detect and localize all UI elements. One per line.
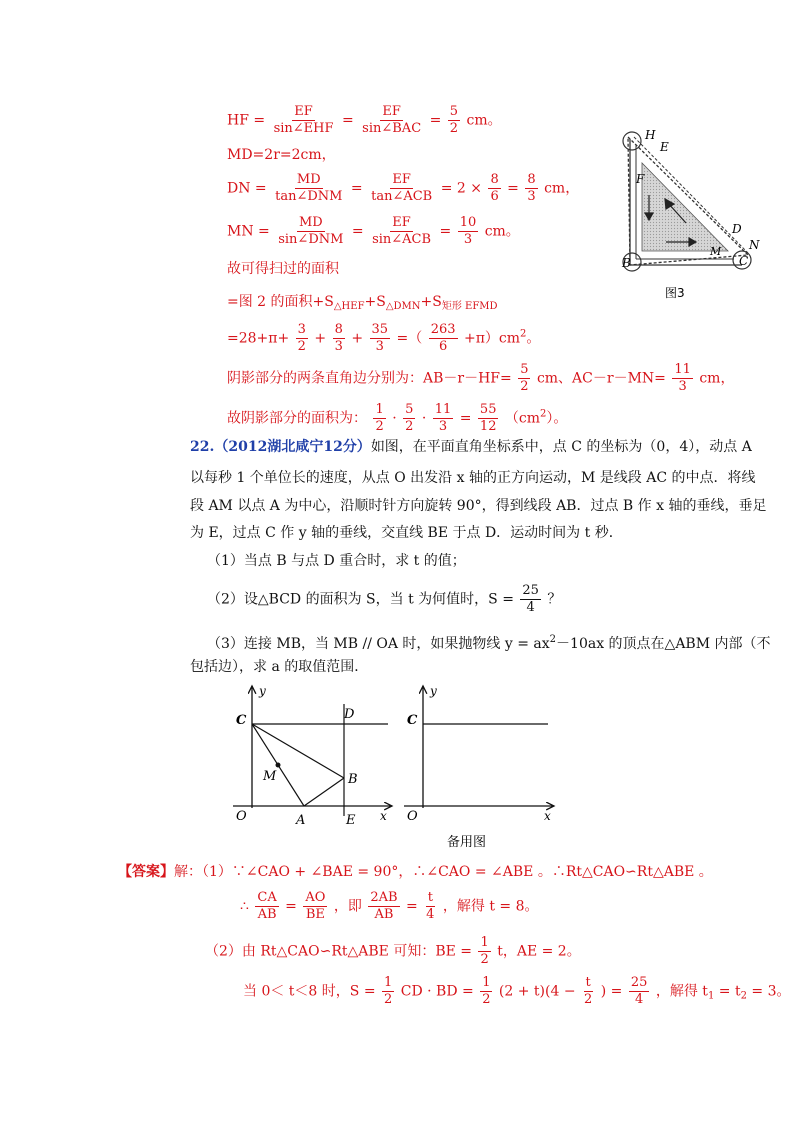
svg-text:C: C [236, 713, 247, 728]
figure-3-caption: 图3 [665, 286, 685, 300]
svg-text:O: O [407, 809, 418, 824]
svg-text:A: A [296, 813, 306, 828]
label-f: F [636, 172, 645, 186]
question-part-1: （1）当点 B 与点 D 重合时，求 t 的值； [207, 553, 466, 569]
svg-text:x: x [380, 809, 387, 823]
figure-main [228, 680, 398, 828]
dn-line: DN = $\frac{MD}{\text{tan∠DNM}}$ = $\frac{EF}{\text{tan∠ACB}}$ = 2 × $\frac{8}{6}$ = $\frac{8}{3}$ cm， [227, 172, 580, 204]
svg-text:D: D [344, 707, 355, 722]
figure-3 [610, 125, 770, 275]
question-line-2: 以每秒 1 个单位长的速度，从点 O 出发沿 x 轴的正方向运动，M 是线段 AC 的中点．将线 [190, 470, 756, 486]
md-line: MD=2r=2cm， [227, 147, 336, 163]
area-value: =28+π+ $\frac{3}{2}$ + $\frac{8}{3}$ + $\frac{35}{3}$ =（ $\frac{263}{6}$ $+\pi)cm^2$。 [227, 322, 541, 354]
answer-line-4: 当 0＜ t＜8 时，S = $\frac{1}{2}$ CD · BD = $\frac{1}{2}$ (2 + t)(4 − $\frac{t}{2}$ ) = $\frac{25}{4}$ ，解得 $t_1 = t_2 = 3$。 [243, 975, 791, 1007]
label-d: D [732, 222, 742, 236]
question-line-3: 段 AM 以点 A 为中心，沿顺时针方向旋转 90°，得到线段 AB．过点 B 作 x 轴的垂线，垂足 [190, 498, 767, 514]
label-c: C [739, 254, 749, 268]
point-m [276, 763, 281, 768]
question-part-3a: （3）连接 MB，当 MB // OA 时，如果抛物线 $y = ax^2-10ax$ 的顶点在△ABM 内部（不 [207, 634, 771, 652]
area-intro: 故可得扫过的面积 [227, 261, 339, 277]
question-part-2: （2）设△BCD 的面积为 S，当 t 为何值时，S = $\frac{25}{4}$ ？ [207, 583, 562, 615]
svg-text:E: E [346, 813, 356, 828]
label-n: N [749, 238, 760, 252]
answer-line-2: ∴ $\frac{CA}{AB}$ = $\frac{AO}{BE}$ ，即 $\frac{2AB}{AB}$ = $\frac{t}{4}$ ，解得 t = 8。 [240, 890, 539, 922]
shadow-area: 故阴影部分的面积为： $\frac{1}{2}$ · $\frac{5}{2}$ · $\frac{11}{3}$ = $\frac{55}{12}$ $(cm^2)$。 [227, 402, 568, 434]
question-part-3b: 包括边），求 a 的取值范围． [190, 659, 369, 675]
shaded-triangle [642, 163, 728, 251]
figure-spare [400, 680, 560, 828]
label-b: B [622, 256, 631, 270]
area-formula: =图 2 的面积$+S_{\triangle HEF}+S_{\triangle DMN}+S_{矩形 EFMD}$ [227, 294, 498, 312]
shadow-legs: 阴影部分的两条直角边分别为：AB－r－HF= $\frac{5}{2}$ cm、AC－r－MN= $\frac{11}{3}$ cm， [227, 362, 735, 394]
spare-figure-caption: 备用图 [447, 835, 487, 850]
svg-text:y: y [430, 684, 437, 698]
question-source: （2012湖北咸宁12分） [214, 439, 371, 455]
label-m: M [710, 245, 722, 258]
svg-text:M: M [263, 769, 277, 784]
svg-text:C: C [407, 713, 418, 728]
segment-ab [304, 778, 344, 806]
mn-line: MN = $\frac{MD}{\text{sin∠DNM}}$ = $\frac{EF}{\text{sin∠ACB}}$ = $\frac{10}{3}$ cm。 [227, 215, 520, 247]
hf-line: HF = $\frac{EF}{\text{sin∠EHF}}$ = $\frac{EF}{\text{sin∠BAC}}$ = $\frac{5}{2}$ cm。 [227, 104, 502, 136]
svg-text:y: y [259, 684, 266, 698]
answer-tag: 【答案】 [118, 864, 174, 880]
label-e: E [660, 140, 669, 154]
question-line-1: 22.（2012湖北咸宁12分）如图，在平面直角坐标系中，点 C 的坐标为（0，4），动点 A [190, 439, 752, 455]
question-line-4: 为 E，过点 C 作 y 轴的垂线，交直线 BE 于点 D．运动时间为 t 秒． [190, 525, 623, 541]
label-h: H [645, 128, 656, 142]
question-number: 22. [190, 439, 215, 455]
answer-line-1: 【答案】解：（1）∵∠CAO + ∠BAE = 90°，∴∠CAO = ∠ABE 。∴Rt△CAO∽Rt△ABE 。 [118, 864, 713, 880]
answer-line-3: （2）由 Rt△CAO∽Rt△ABE 可知：BE = $\frac{1}{2}$ t，AE = 2。 [205, 935, 581, 967]
svg-text:O: O [236, 809, 247, 824]
svg-text:B: B [348, 772, 358, 787]
svg-text:x: x [544, 809, 551, 823]
